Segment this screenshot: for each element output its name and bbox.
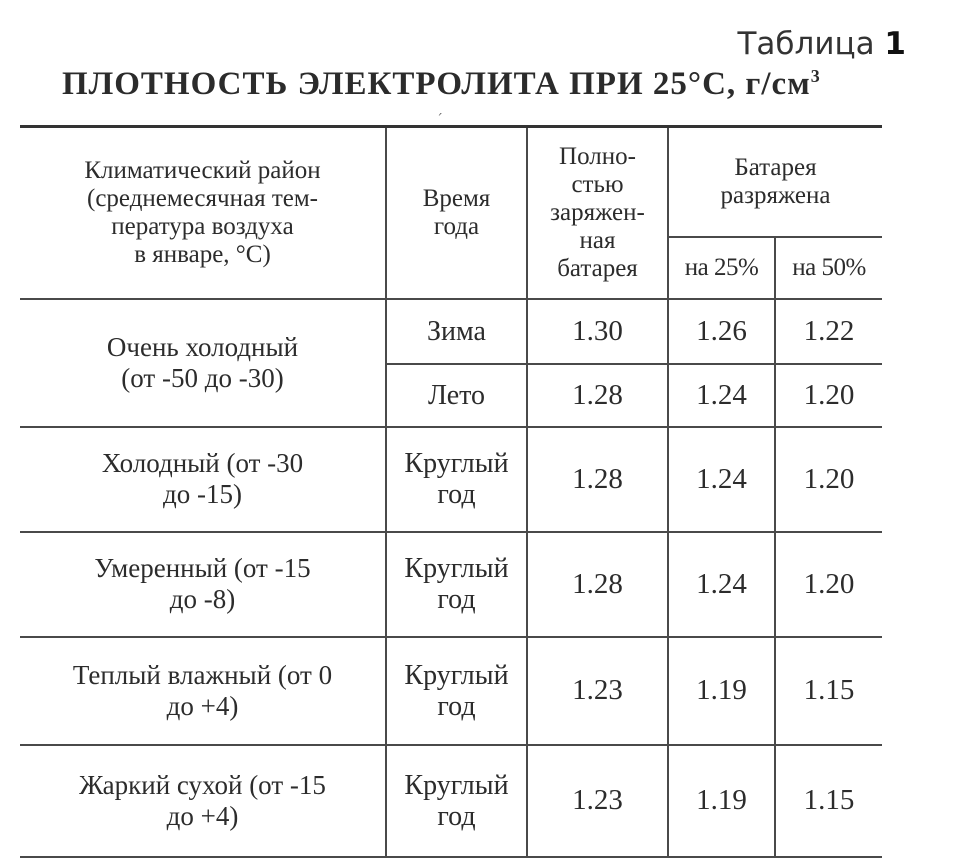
header-fully-charged	[527, 127, 668, 299]
header-region	[20, 127, 386, 299]
region-line: Холодный (от -30	[101, 448, 304, 478]
page-title	[62, 66, 821, 103]
title-text: ПЛОТНОСТЬ ЭЛЕКТРОЛИТА ПРИ 25°С, г/см	[62, 66, 811, 102]
region-line: Теплый влажный (от 0	[72, 659, 333, 690]
header-discharged	[668, 127, 882, 237]
region-line: до -8)	[169, 584, 236, 614]
table-label-prefix: Таблица	[737, 26, 875, 62]
region-line: до +4)	[166, 800, 239, 831]
season-line: год	[437, 479, 476, 510]
full-cell: 1.30	[527, 299, 668, 364]
d25-cell: 1.19	[668, 745, 775, 857]
table-label-number: 1	[884, 26, 906, 62]
d50-cell: 1.20	[775, 427, 882, 532]
header-full-line: стью	[571, 170, 624, 198]
full-cell: 1.28	[527, 532, 668, 637]
header-full-line: заряжен-	[550, 198, 645, 226]
full-cell: 1.28	[527, 427, 668, 532]
d50-cell: 1.15	[775, 745, 882, 857]
full-cell: 1.23	[527, 745, 668, 857]
print-mark: ˊ	[436, 112, 443, 128]
header-full-line: ная	[579, 226, 616, 254]
table-row	[20, 637, 882, 745]
season-cell	[386, 637, 527, 745]
header-region-line: Климатический район	[84, 156, 321, 184]
region-cell	[20, 427, 386, 532]
d25-cell: 1.24	[668, 532, 775, 637]
d50-cell: 1.20	[775, 364, 882, 427]
region-line: Умеренный (от -15	[94, 553, 311, 583]
density-table	[20, 125, 882, 858]
header-full-line: батарея	[557, 254, 638, 282]
table-row	[20, 427, 882, 532]
d25-cell: 1.24	[668, 427, 775, 532]
header-region-line: пература воздуха	[111, 212, 294, 240]
d25-cell: 1.19	[668, 637, 775, 745]
region-line: (от -50 до -30)	[121, 362, 284, 393]
table-row	[20, 299, 882, 364]
header-season	[386, 127, 527, 299]
header-season-line: Время	[422, 184, 491, 212]
header-season-line: года	[433, 212, 480, 240]
table-number-label	[737, 26, 906, 62]
d50-cell: 1.22	[775, 299, 882, 364]
season-cell: Зима	[386, 299, 527, 364]
season-line: год	[437, 584, 476, 615]
season-line: Круглый	[404, 769, 509, 801]
season-cell: Лето	[386, 364, 527, 427]
header-discharged-25: на 25%	[668, 237, 775, 299]
region-cell	[20, 637, 386, 745]
density-table-container	[20, 125, 882, 858]
season-cell	[386, 427, 527, 532]
header-discharged-line: Батарея	[734, 153, 817, 181]
d25-cell: 1.24	[668, 364, 775, 427]
region-cell	[20, 745, 386, 857]
d50-cell: 1.15	[775, 637, 882, 745]
season-line: год	[437, 690, 476, 722]
season-line: год	[437, 800, 476, 832]
season-cell	[386, 745, 527, 857]
season-line: Круглый	[404, 659, 509, 691]
d25-cell: 1.26	[668, 299, 775, 364]
season-line: Круглый	[404, 553, 509, 584]
region-line: до -15)	[163, 479, 242, 509]
region-line: Жаркий сухой (от -15	[79, 769, 326, 800]
full-cell: 1.28	[527, 364, 668, 427]
header-region-line: в январе, °С)	[134, 240, 271, 268]
title-superscript: 3	[810, 66, 821, 86]
d50-cell: 1.20	[775, 532, 882, 637]
region-line: до +4)	[166, 690, 239, 721]
season-line: Круглый	[404, 448, 509, 479]
header-region-line: (среднемесячная тем-	[87, 184, 318, 212]
region-line: Очень холодный	[106, 331, 299, 362]
season-cell	[386, 532, 527, 637]
full-cell: 1.23	[527, 637, 668, 745]
region-cell	[20, 532, 386, 637]
region-cell	[20, 299, 386, 427]
table-row	[20, 532, 882, 637]
header-discharged-line: разряжена	[720, 181, 831, 209]
table-row	[20, 745, 882, 857]
header-full-line: Полно-	[559, 142, 636, 170]
header-discharged-50: на 50%	[775, 237, 882, 299]
